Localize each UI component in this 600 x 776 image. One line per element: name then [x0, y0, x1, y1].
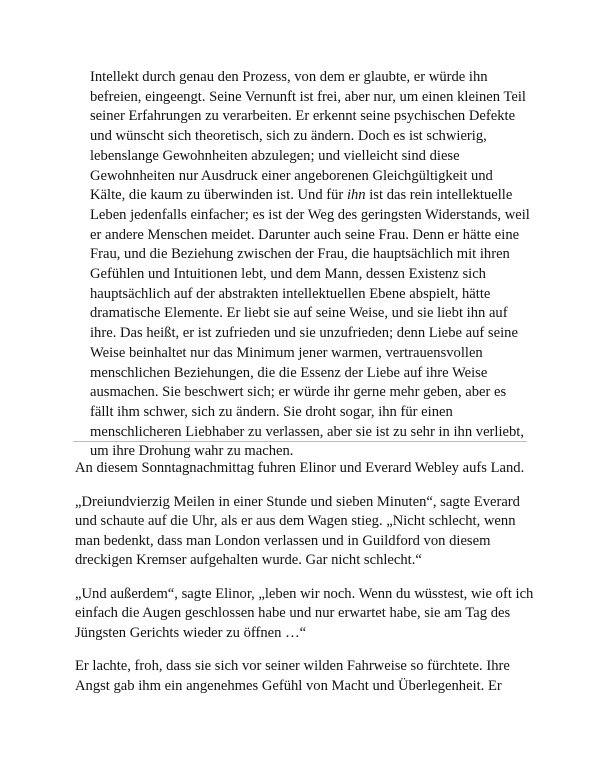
excerpt-text-start: Intellekt durch genau den Prozess, von dem er glaubte, er würde ihn befreien, eingeengt. Seine Vernunft ist frei, aber nur, um einen kleinen Teil seiner Erfahrungen zu verarbeiten. Er erkennt seine psychischen Defekte und wünscht sich theoretisch, sich zu ändern. Doch es ist schwierig, lebenslange Gewohnheiten abzulegen; und vielleicht sind diese Gewohnheiten nur Ausdruck einer angeborenen Gleichgültigkeit und Kälte, die kaum zu überwinden ist. Und für	[90, 69, 526, 204]
story-paragraph-4: Er lachte, froh, dass sie sich vor seiner wilden Fahrweise so fürchtete. Ihre Angst gab ihm ein angenehmes Gefühl von Macht und Überlegenheit. Er	[75, 658, 510, 694]
story-paragraph-3: „Und außerdem“, sagte Elinor, „leben wir noch. Wenn du wüsstest, wie oft ich einfach die Augen geschlossen habe und nur erwartet habe, sie am Tag des Jüngsten Gerichts wieder zu öffnen …“	[75, 585, 534, 641]
story-section	[75, 459, 535, 696]
story-paragraph-2: „Dreiundvierzig Meilen in einer Stunde und sieben Minuten“, sagte Everard und schaute auf die Uhr, als er aus dem Wagen stieg. „Nicht schlecht, wenn man bedenkt, dass man London verlassen und in Guildford von diesem dreckigen Kremser aufgehalten wurde. Gar nicht schlecht.“	[75, 493, 520, 568]
excerpt-text-end: ist das rein intellektuelle Leben jedenfalls einfacher; es ist der Weg des geringsten Widerstands, weil er andere Menschen meidet. Darunter auch seine Frau. Denn er hätte eine Frau, und die Beziehung zwischen der Frau, die hauptsächlich mit ihren Gefühlen und Intuitionen lebt, und dem Mann, dessen Existenz sich hauptsächlich auf der abstrakten intellektuellen Ebene abspielt, hätte dramatische Elemente. Er liebt sie auf seine Weise, und sie liebt ihn auf ihre. Das heißt, er ist zufrieden und sie unzufrieden; denn Liebe auf seine Weise beinhaltet nur das Minimum jener warmen, vertrauensvollen menschlichen Beziehungen, die die Essenz der Liebe auf ihre Weise ausmachen. Sie beschwert sich; er würde ihr gerne mehr geben, aber es fällt ihm schwer, sich zu ändern. Sie droht sogar, ihn für einen menschlicheren Liebhaber zu verlassen, aber sie ist zu sehr in ihn verliebt, um ihre Drohung wahr zu machen.	[90, 187, 530, 460]
section-divider	[73, 441, 527, 442]
excerpt-emphasis: ihn	[346, 187, 366, 204]
excerpt-paragraph	[90, 68, 530, 462]
story-paragraph-1: An diesem Sonntagnachmittag fuhren Elinor und Everard Webley aufs Land.	[75, 460, 525, 476]
